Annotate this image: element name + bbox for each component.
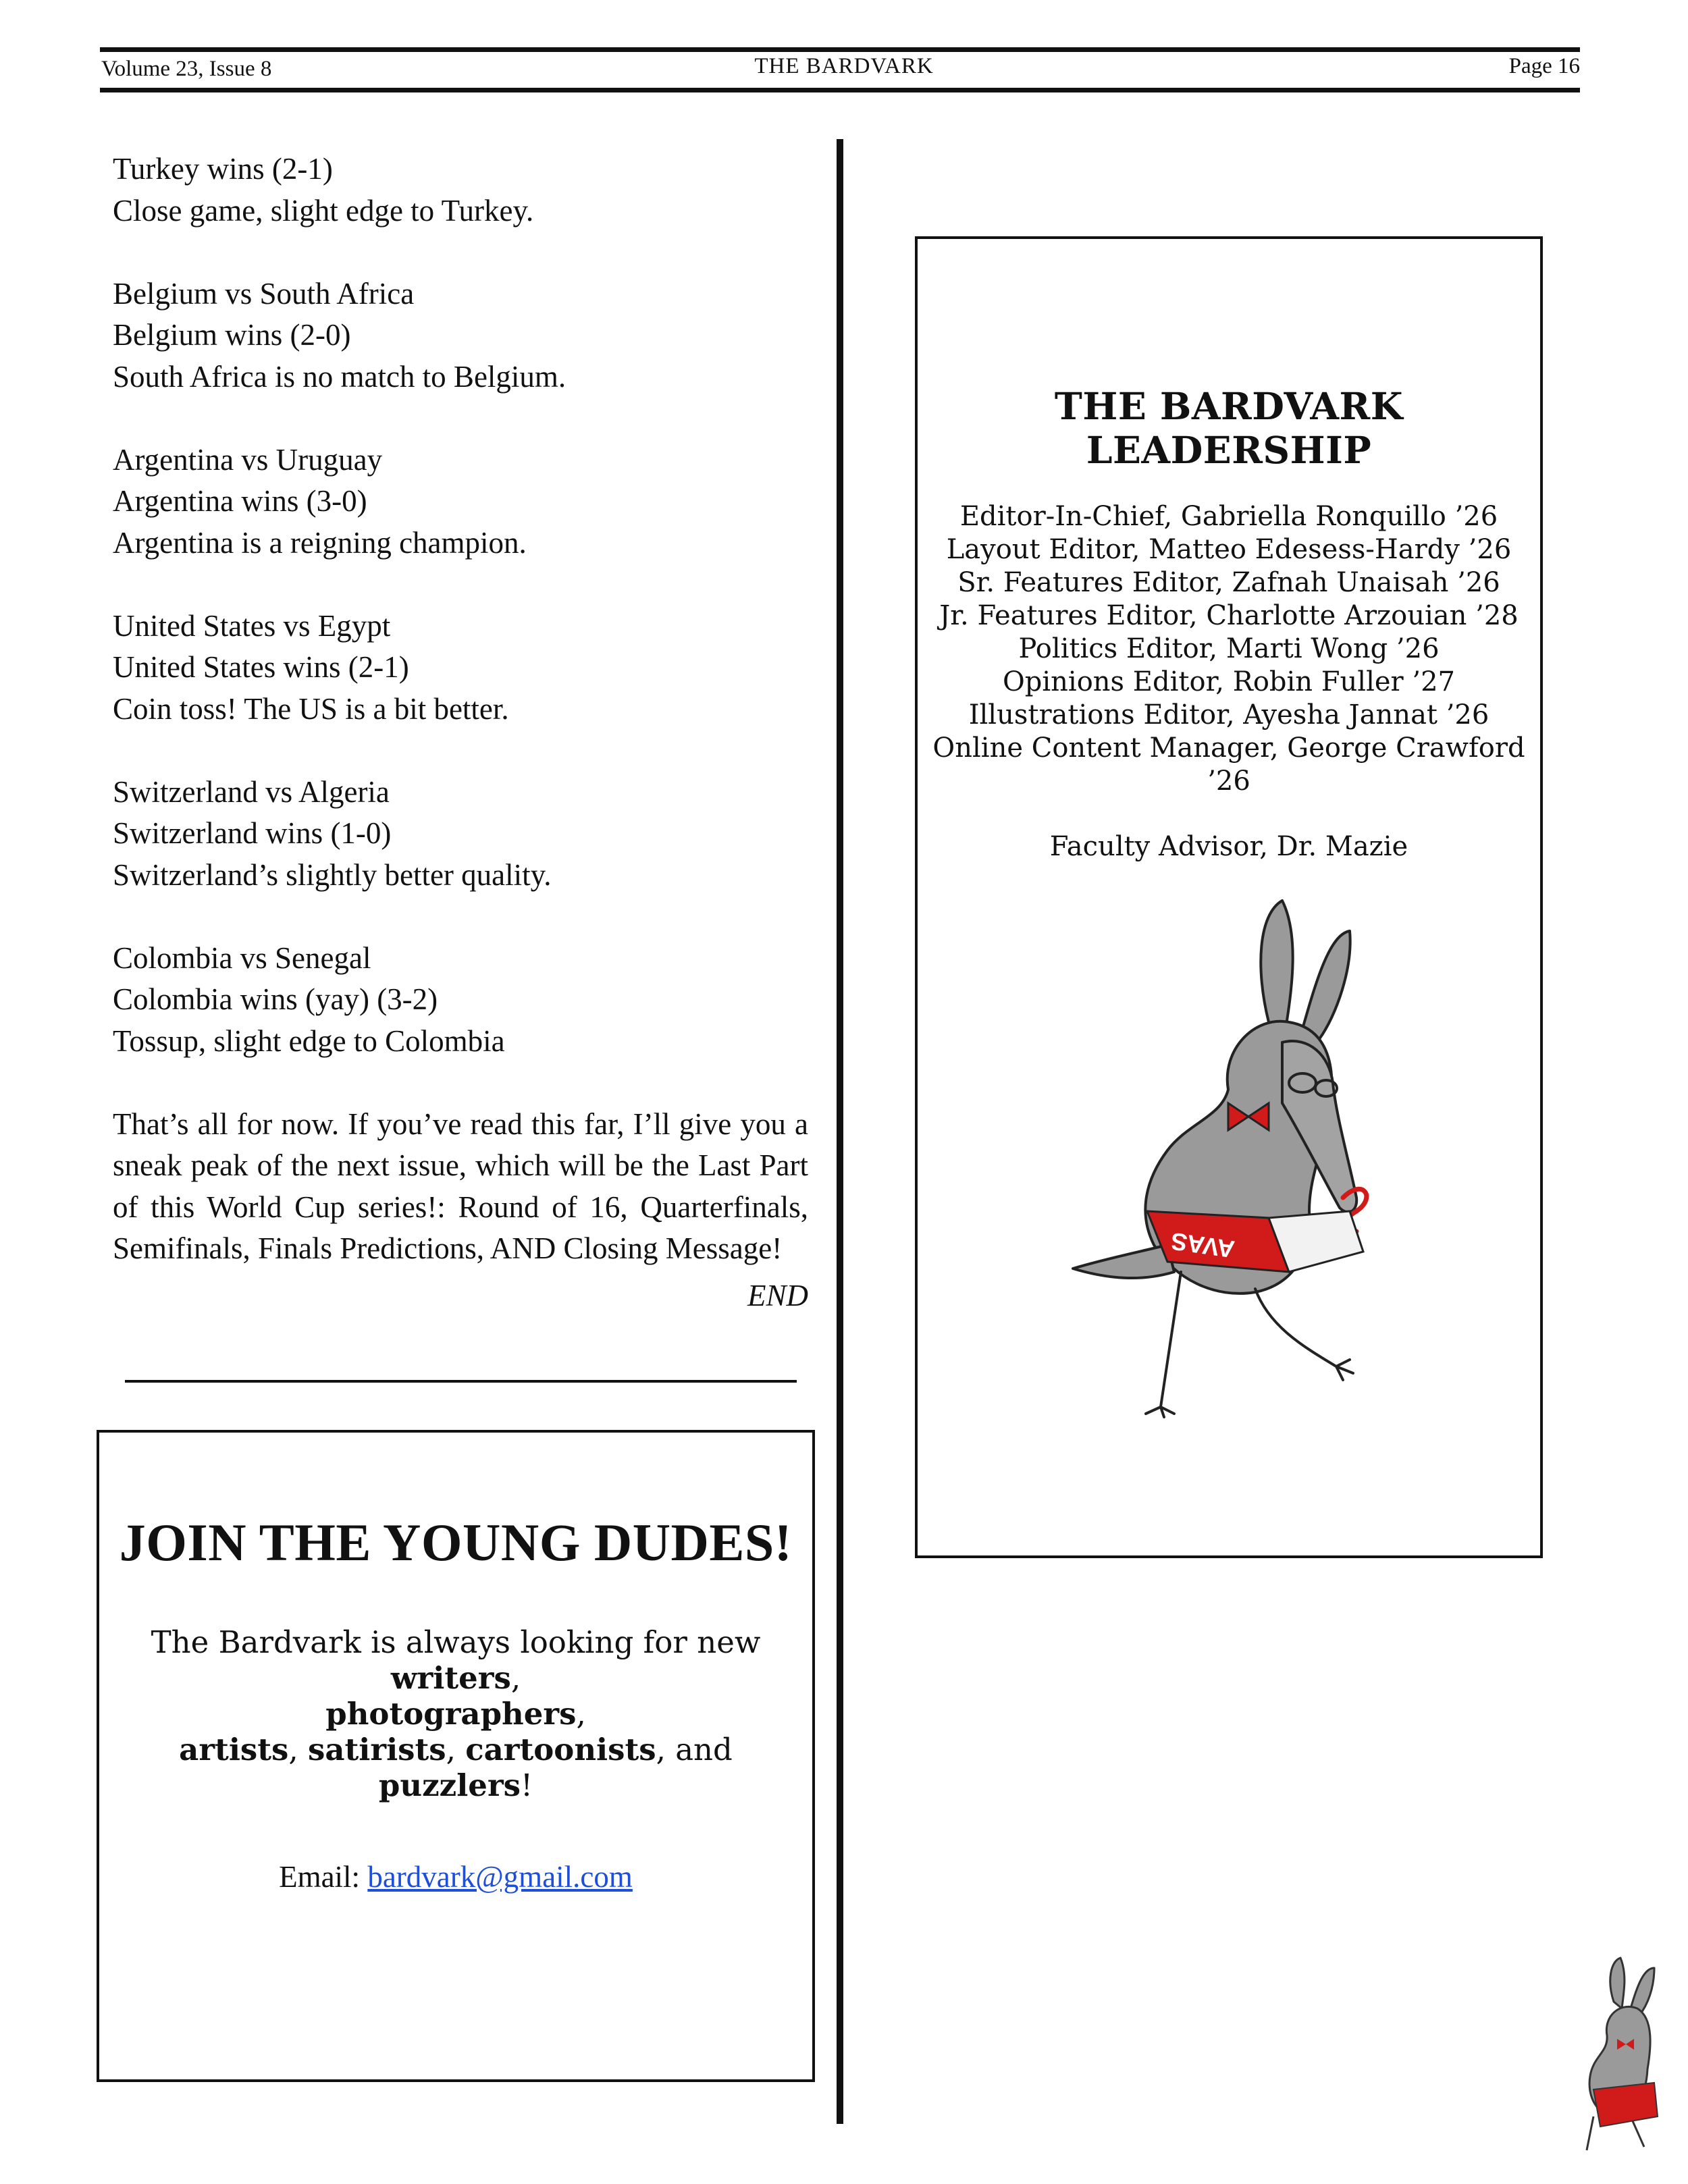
join-description: The Bardvark is always looking for new writers, photographers, artists, satirists, cartoonists, and puzzlers!	[151, 1624, 761, 1803]
article-divider	[125, 1380, 797, 1383]
and-text: and	[675, 1732, 733, 1767]
role-satirists: satirists	[307, 1732, 446, 1767]
match-line: Coin toss! The US is a bit better.	[113, 691, 509, 726]
header-bottom-rule	[100, 88, 1580, 92]
match-line: Belgium wins (2-0)	[113, 318, 351, 352]
leadership-list	[918, 500, 1540, 798]
role-puzzlers: puzzlers	[378, 1767, 521, 1803]
mascot-book-label: AVAS	[1169, 1227, 1237, 1264]
match-line: Turkey wins (2-1)	[113, 152, 333, 186]
leadership-member: Illustrations Editor, Ayesha Jannat ’26	[968, 699, 1489, 730]
match-prediction	[113, 938, 808, 1063]
newspaper-title: THE BARDVARK	[754, 54, 934, 78]
match-line: United States vs Egypt	[113, 608, 391, 643]
match-line: Colombia vs Senegal	[113, 940, 371, 975]
faculty-advisor: Faculty Advisor, Dr. Mazie	[1049, 831, 1408, 862]
role-photographers: photographers	[325, 1696, 577, 1732]
article-end-marker: END	[747, 1278, 808, 1312]
email-link[interactable]: bardvark@gmail.com	[367, 1860, 633, 1894]
match-prediction	[113, 772, 808, 897]
join-heading: JOIN THE YOUNG DUDES!	[119, 1513, 793, 1572]
match-prediction	[113, 149, 808, 232]
leadership-member: Politics Editor, Marti Wong ’26	[1018, 633, 1440, 664]
match-line: Belgium vs South Africa	[113, 276, 415, 311]
match-line: Switzerland vs Algeria	[113, 774, 390, 809]
match-line: United States wins (2-1)	[113, 650, 409, 684]
match-line: Tossup, slight edge to Colombia	[113, 1023, 505, 1058]
header-top-rule	[100, 47, 1580, 52]
leadership-member: Opinions Editor, Robin Fuller ’27	[1002, 666, 1456, 697]
article-body	[113, 149, 808, 1316]
match-line: Close game, slight edge to Turkey.	[113, 193, 534, 228]
match-prediction	[113, 440, 808, 564]
match-line: Argentina is a reigning champion.	[113, 525, 527, 560]
email-label: Email:	[279, 1860, 368, 1894]
leadership-member: Jr. Features Editor, Charlotte Arzouian ’28	[939, 600, 1519, 631]
aardvark-mascot-icon	[1066, 894, 1444, 1420]
column-divider	[837, 139, 843, 2124]
match-line: Switzerland’s slightly better quality.	[113, 857, 552, 892]
match-line: South Africa is no match to Belgium.	[113, 359, 566, 394]
leadership-member: Online Content Manager, George Crawford ’26	[932, 733, 1525, 797]
join-intro-text: The Bardvark is always looking for new	[151, 1624, 761, 1660]
issue-label: Volume 23, Issue 8	[101, 57, 272, 81]
match-line: Argentina wins (3-0)	[113, 484, 367, 518]
match-line: Switzerland wins (1-0)	[113, 816, 392, 850]
role-writers: writers	[390, 1660, 511, 1696]
closing-paragraph: That’s all for now. If you’ve read this far, I’ll give you a sneak peak of the next issue, which will be the Last Part of this World Cup series!: Round of 16, Quarterfinals, Semifinals, Finals Predictions, AND Closing Message!	[113, 1107, 808, 1265]
join-recruitment-box	[97, 1430, 815, 2082]
role-cartoonists: cartoonists	[465, 1732, 656, 1767]
page-number: Page 16	[1508, 54, 1580, 78]
leadership-box	[915, 236, 1543, 1558]
role-artists: artists	[179, 1732, 289, 1767]
match-prediction	[113, 606, 808, 730]
match-line: Argentina vs Uruguay	[113, 442, 383, 477]
leadership-member: Layout Editor, Matteo Edesess-Hardy ’26	[946, 534, 1512, 565]
leadership-heading: THE BARDVARK LEADERSHIP	[1054, 384, 1404, 472]
leadership-member: Editor-In-Chief, Gabriella Ronquillo ’26	[959, 501, 1498, 532]
leadership-member: Sr. Features Editor, Zafnah Unaisah ’26	[957, 567, 1500, 598]
match-prediction	[113, 273, 808, 398]
join-email-line	[99, 1859, 812, 1894]
match-line: Colombia wins (yay) (3-2)	[113, 982, 438, 1016]
aardvark-corner-icon	[1580, 1954, 1681, 2157]
